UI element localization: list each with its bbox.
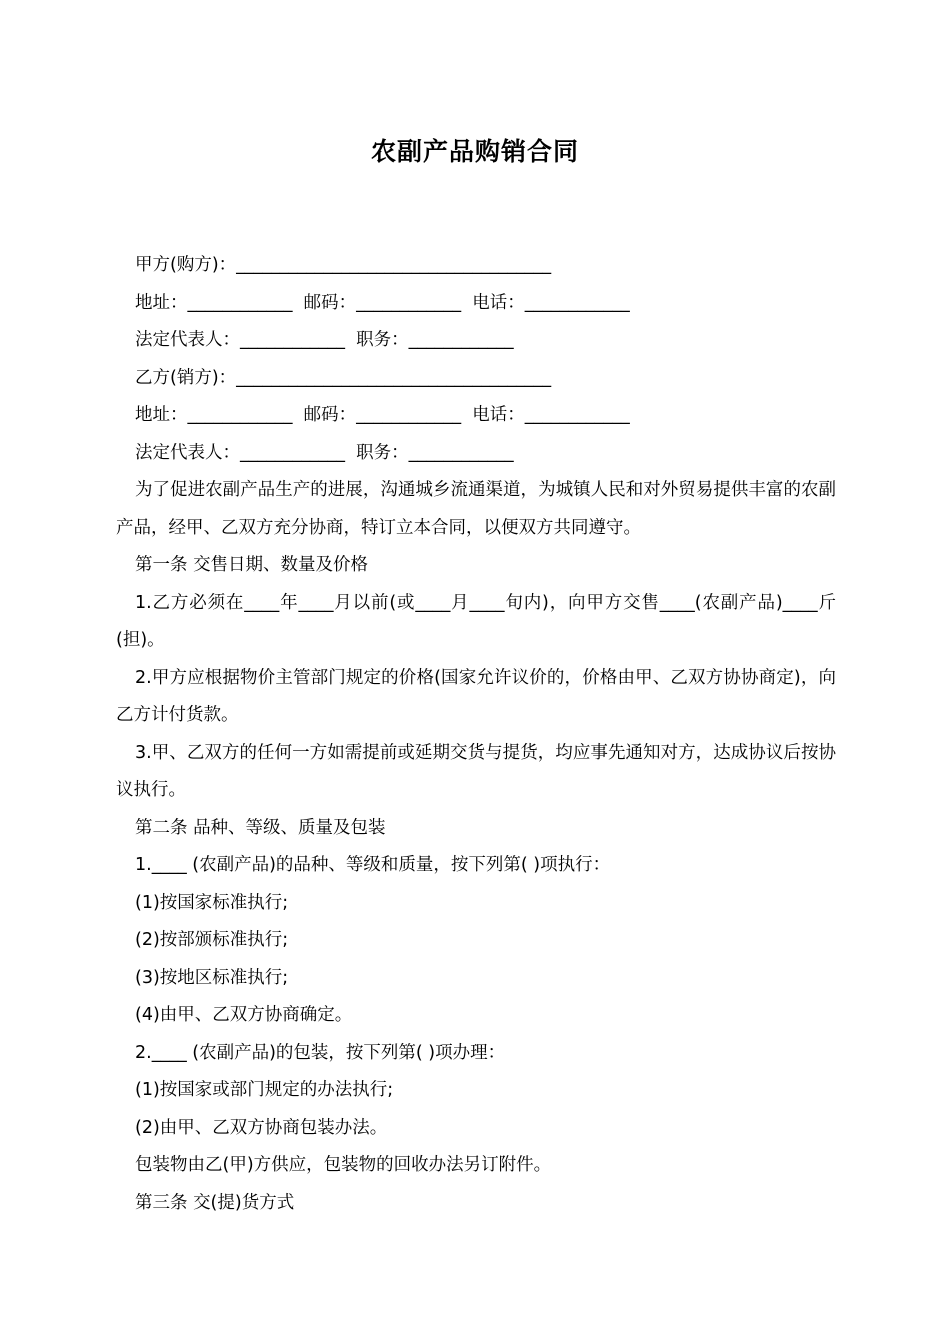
article-2-option-2: (2)按部颁标准执行; [135, 930, 289, 950]
document-body [116, 247, 836, 1222]
article-3-heading: 第三条 交(提)货方式 [135, 1192, 295, 1213]
article-2-option-4: (4)由甲、乙双方协商确定。 [135, 1005, 353, 1025]
party-a-name-line: 甲方(购方)：____________________________________ [135, 255, 552, 275]
party-a-representative-line: 法定代表人：____________ 职务：____________ [135, 330, 514, 350]
article-2-packaging-note: 包装物由乙(甲)方供应，包装物的回收办法另订附件。 [135, 1155, 552, 1175]
article-2-item-2-option-2: (2)由甲、乙双方协商包装办法。 [135, 1117, 388, 1138]
article-2-heading: 第二条 品种、等级、质量及包装 [135, 817, 386, 838]
party-b-representative-line: 法定代表人：____________ 职务：____________ [135, 442, 514, 463]
party-a-address-line: 地址：____________ 邮码：____________ 电话：____________ [135, 292, 630, 313]
intro-paragraph: 为了促进农副产品生产的进展，沟通城乡流通渠道，为城镇人民和对外贸易提供丰富的农副产品，经甲、乙双方充分协商，特订立本合同，以便双方共同遵守。 [116, 480, 836, 538]
article-2-item-2: 2.____ (农副产品)的包装，按下列第( )项办理： [135, 1042, 506, 1063]
article-1-item-1: 1.乙方必须在____年____月以前(或____月____旬内)，向甲方交售____(农副产品)____斤(担)。 [116, 592, 836, 650]
article-2-option-1: (1)按国家标准执行; [135, 892, 289, 913]
document-title: 农副产品购销合同 [370, 137, 579, 166]
article-2-option-3: (3)按地区标准执行; [135, 967, 289, 988]
party-b-address-line: 地址：____________ 邮码：____________ 电话：____________ [135, 405, 630, 425]
article-2-item-1: 1.____ (农副产品)的品种、等级和质量，按下列第( )项执行： [135, 855, 611, 875]
article-2-item-2-option-1: (1)按国家或部门规定的办法执行; [135, 1080, 394, 1100]
party-b-name-line: 乙方(销方)：____________________________________ [135, 367, 552, 388]
article-1-item-2: 2.甲方应根据物价主管部门规定的价格(国家允许议价的，价格由甲、乙双方协协商定)，向乙方计付货款。 [116, 667, 836, 725]
article-1-heading: 第一条 交售日期、数量及价格 [135, 555, 369, 575]
article-1-item-3: 3.甲、乙双方的任何一方如需提前或延期交货与提货，均应事先通知对方，达成协议后按协议执行。 [116, 742, 836, 800]
